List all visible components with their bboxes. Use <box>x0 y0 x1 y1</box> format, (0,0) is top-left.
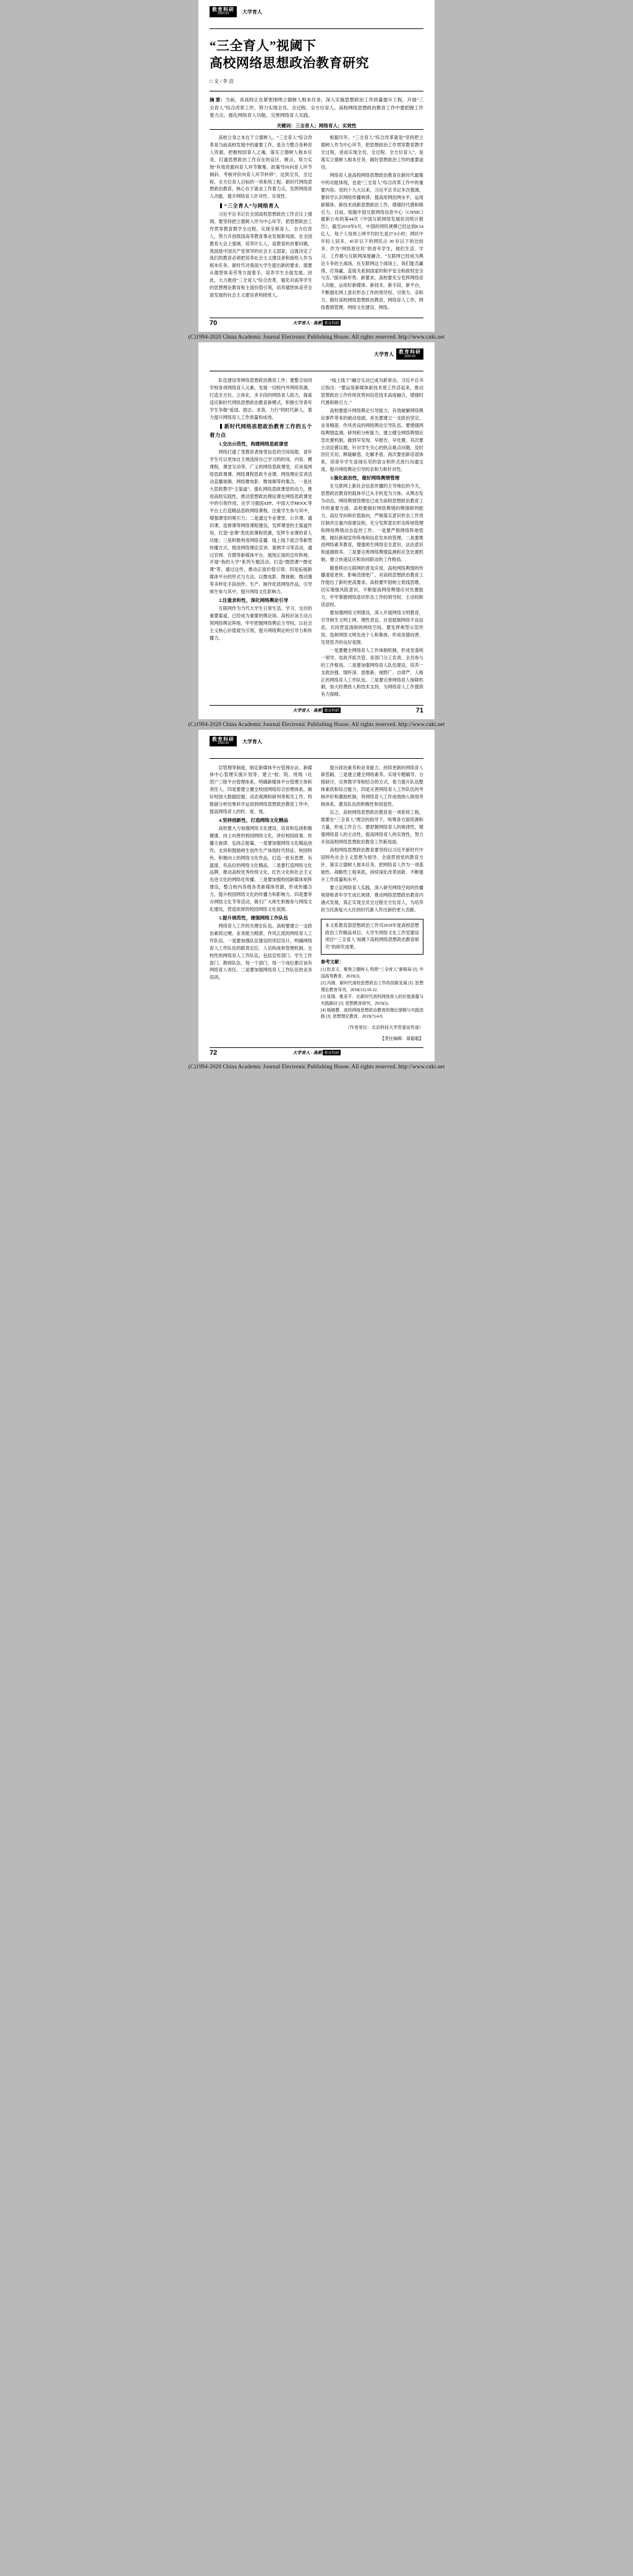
journal-page-71 <box>198 342 435 719</box>
running-head <box>210 6 423 25</box>
document-page <box>0 0 633 1072</box>
journal-logo <box>210 6 262 17</box>
paragraph: 习近平总书记在全国高校思想政治工作会议上强调，要坚持把立德树人作为中心环节，把思想政治工作贯穿教育教学全过程，实现全程育人、全方位育人，努力开创我国高等教育事业发展新局面。在全国教育大会上强调，培养什么人，是教育的首要问题。我国是中国共产党领导的社会主义国家，这就决定了我们的教育必须把培养社会主义建设者和接班人作为根本任务。新时代对我国大学生提出新的要求，需要从德智体美劳等方面着手，培养学生全面发展。因此，大力推进“三全育人”综合改革，强化对高等学生的思想理论教育和主流价值引领，培养德智体美劳全面发展的社会主义建设者和接班人。 <box>210 212 312 298</box>
page71-column-right <box>321 378 423 699</box>
page70-column-left <box>210 135 312 313</box>
journal-logo-box <box>210 6 237 17</box>
footer-journal-text: 大学育人 · 高教 <box>292 321 322 326</box>
abstract-block <box>210 96 423 119</box>
page72-column-right <box>321 765 423 1043</box>
article-title-block <box>210 38 423 85</box>
head-rule <box>210 28 423 29</box>
running-head-title: 大学育人 <box>374 352 394 358</box>
journal-logo-issue: 2020.03 <box>217 741 229 745</box>
subsection-heading: 4.坚持创新性，打造网络文化精品 <box>219 817 289 824</box>
footer-journal <box>210 320 423 326</box>
subsection-heading: 3.强化政治性，做好网络舆情管理 <box>330 475 400 481</box>
editor-note: 【责任编辑：周聪聪】 <box>380 1036 423 1041</box>
keywords-text: 三全育人；网络育人；实效性 <box>295 123 357 129</box>
subsection-heading: 5.提升规范性，建强网络工作队伍 <box>219 915 289 921</box>
running-head-title: 大学育人 <box>242 9 262 15</box>
paragraph: 层管理等制度，制定新媒体平台管理办法、新媒体中心管理实施计划等，建立“校、院、班级（社团）”三级平台管理体系，明确新媒体平台管理主体和责任人。四是要建立健全校园网络综合治理体系，做好校园大数据挖掘、动态观测和研判等相关工作。将数据分析结果科学运用到网络思想政治教育工作中，提高网络育人的时、度、效。 <box>210 765 312 814</box>
journal-page-72 <box>198 730 435 1062</box>
paragraph: 总之，高校网络思想政治教育是一项系统工程，需要在“三全育人”理念的指导下，统筹各方面资源和力量，形成工作合力。要把握网络育人的规律性，增强网络育人的主动性，提高网络育人的实效性，努力开创高校网络思想政治教育工作新局面。 <box>321 810 423 845</box>
paragraph: 网络育人是高校网络思想政治教育在新时代最集中的功能体现，也是“三全育人”综合改革工作中的重要内容。党的十九大以来，习近平总书记多次强调，要科学认识网络传播规律，提高用网治网水平，运用新媒体、新技术创新思想政治工作，增强时代感和吸引力。目前，根据中国互联网络信息中心（CNNIC）最新公布的第44次《中国互联网络发展状况统计报告》，截至2019年6月，中国的网民规模已经达到8.54亿人，每个人每周上网平均时长是27.9小时；网民中年轻人居多，45岁以下的网民占 30 岁以下的比较多。作为“网络原住民”的青年学生，他们生活、学习、工作都与互联网深度融合。“互联网已经成为舆论斗争的主战场，在互联网这个战场上，我们能否赢得，打得赢，直接关系到国家的和平安全和政权安全与否。”面对新形势、新要求，高校要充分发挥网络育人功能，运用好新媒体、新技术，新手段、新平台，不断强化网上意识形态工作的领导权、引领力、亲和力，做好高校网络思想政治教育，网络育人工作，网络教情管理、网络文化建设、网络。 <box>321 173 423 310</box>
section-heading: 新时代网络思想政治教育工作的五个着力点 <box>210 423 312 440</box>
article-title-line1: “三全育人”视阈下 <box>210 38 316 53</box>
page71-column-left <box>210 378 312 699</box>
journal-page-70 <box>198 0 435 332</box>
subsection-heading: 1.交出示范性，构建网络思政课堂 <box>219 441 289 447</box>
paragraph: 网络育人工作的关键在队伍。高校要建立一支政治素质过硬、业务能力精湛、作风正派的网络育人工作队伍。一是要加强队伍建设的顶层设计，明确网络育人工作队伍的职责定位、人员构成和管理机制。全校性的网络育人工作队伍，包括宣传部门、学生工作部门、教师队伍、每一个部门、每一个岗位都应该有网络育人责任。二是要加强网络育人工作队伍的业务培训， <box>210 924 312 981</box>
page-number: 70 <box>210 319 218 327</box>
footer-journal-text: 大学育人 · 高教 <box>292 1050 322 1056</box>
page71-columns <box>210 378 423 699</box>
paragraph: 网络打通了受教育者接受信息的空间局限，青年学生可以更加自主地选择自己学习的时间、内容、模课程，课堂互动等。广义的网络思政课堂，应该是网络思政课课、网络课程思政专业课、网络理论宣讲活动直播视频、网络微电影、微视频等的集合。一是社大思政教学“主渠道”。强化网络思政课堂的动力，推进高校实践性，推动思想政治理论课在网络思政课堂中的引领作用，在学习强国APP、中国大学MOOC等平台上打造精品思政网络课程，注重学生参与其中，增强课堂的吸引力；二是通过专业课堂、公共课、通识课、选修课等网络课程建设，发挥课堂的主渠道作用，打造“金课”类优质课程资源，发挥专业课的育人功能；三是积极利用网络直播、线上线下混合等新型传播方式，推进网络理论宣讲、案例学习等活动，通过官网、官微等新媒体平台，展现正面的宣传阵地、开展“我的大学”系列专题活动，打造“微团课”“微党课”等，通过这些，推动正面价值引领；四是拓展新媒体平台的形式与方法，以微电影、微视频、微动漫等多样化手段创作、生产、制作优质网络作品，引导师生参与其中，提升网络文化影响力。 <box>210 450 312 594</box>
reference-item: [3] 张瑞，姚亚平．论新时代高校网络育人的价值意蕴与实践路径 [J]. 思想教育研究，2019(5)． <box>321 994 423 1006</box>
abstract-rule-bottom <box>210 129 423 130</box>
page-number: 72 <box>210 1049 218 1057</box>
paragraph: 高校要大力加强网络文化建设，培育和弘扬积极健康、向上向善的校园网络文化，讲好校园故事，传播主旋律、弘扬正能量。一是要加强网络文化精品创作，支持和鼓励师生创作生产体现时代特征、校园特色、积极向上的网络文化作品，打造一批有思想、有温度、有品位的网络文化精品。二是要打造网络文化品牌，推动高校优秀传统文化、红色文化和社会主义先进文化的网络化传播。三是要加强校园新媒体矩阵建设，整合校内各级各类新媒体资源，形成传播合力，提升校园网络文化的传播力和影响力。四是要举办网络文化节等活动，吸引广大师生积极参与网络文化建设，营造浓厚的校园网络文化氛围。 <box>210 826 312 912</box>
paragraph: 高校要提升网络舆论引导能力，有效破解网络舆论事件带来的被动局面，首先要建立一支政治坚定、业务精湛、作风优良的网络舆论引导队伍。要增强网络舆情监测、研判和分析能力，建立健全网络舆情应急处置机制，做到早发现、早报告、早处置。其次要主动设置议题，针对学生关心的热点难点问题，及时回应关切，释疑解惑，化解矛盾。再次要创新话语体系，用青年学生喜闻乐见的语言和形式进行沟通交流，提升网络舆论引导的亲和力和针对性。 <box>321 408 423 473</box>
running-head-title: 大学育人 <box>242 738 262 745</box>
paragraph: “线上线下”融合互动已成为新常态。习近平总书记指出：“要运用新媒体新技术使工作活起来，推动思想政治工作传统优势同信息技术高度融合，增强时代感和吸引力。” <box>321 378 423 405</box>
page72-columns <box>210 765 423 1043</box>
page70-footer <box>210 318 423 328</box>
footer-journal <box>210 1050 423 1056</box>
journal-logo-box <box>396 348 423 360</box>
journal-logo-issue: 2020.03 <box>217 12 229 16</box>
page-number: 71 <box>415 706 423 714</box>
subsection-heading: 2.注重亲和性，深化网络舆论引导 <box>219 598 289 604</box>
article-byline: □ 文 / 李 洁 <box>210 78 234 85</box>
footer-journal-text: 大学育人 · 高教 <box>292 707 322 713</box>
footer-journal-badge: 教育科研 <box>323 1050 340 1055</box>
paragraph: 要立足网络育人实践，深入研究网络空间的传播规律和青年学生成长规律，推动网络思想政治教育内涵式发展，真正实现全员全过程全方位育人，为培养担当民族复兴大任的时代新人作出新的更大贡献。 <box>321 885 423 913</box>
running-head <box>210 736 423 754</box>
page72-column-left <box>210 765 312 1043</box>
cnki-notice: (C)1994-2020 China Academic Journal Electronic Publishing House. All rights reserved. http://www.cnki.net <box>188 720 445 727</box>
footer-journal <box>210 707 423 714</box>
journal-logo-box <box>210 736 237 747</box>
journal-logo-right <box>371 348 423 360</box>
article-title-line2: 高校网络思想政治教育研究 <box>210 55 369 70</box>
author-affiliation: （作者单位：北京科技大学党委宣传部） <box>346 1025 423 1031</box>
paragraph: 互联网作为当代大学生日常生活、学习、交往的重要渠道，已经成为重要的舆论场。高校应该主动占领网络舆论阵地，牢牢把握网络舆论主导权，以社会主义核心价值观为引领，提升网络舆论的引导力和传播力。 <box>210 606 312 641</box>
paragraph: 要加强网络文明建设，深入开展网络文明教育，引导师生文明上网、理性表达，自觉抵制网络不良信息，共同营造清朗的网络空间。要发挥典型示范作用，选树网络文明先进个人和集体，形成崇德向善、见贤思齐的良好氛围。 <box>321 610 423 645</box>
reference-item: [2] 冯刚．新时代高校思想政治工作的创新发展 [J]. 思想理论教育导刊，2018(12):10-12． <box>321 981 423 992</box>
journal-logo-text: 教育科研 <box>399 349 421 355</box>
abstract-text: 当前，各高校正在紧密围绕立德树人根本任务，深入实施思想政治工作质量提升工程，开展“三全育人”综合改革工作，努力实现全员、全过程、全方位育人。高校网络思想政治教育工作中要把握工作着力点，强化网络育人功能，完善网络育人实践。 <box>210 97 423 119</box>
keywords-block <box>210 122 423 129</box>
journal-logo-text: 教育科研 <box>212 7 234 12</box>
footer-journal-badge: 教育科研 <box>323 320 340 326</box>
paragraph: 在互联网上新社会信息传播的主导地位的今天，思想政治教育的载体早已从手机变为力体。从舆态发为动态，网络舆情管理也已成为高校思想政治教育工作的重要方面。高校要做好网络舆情的舆情研判能力，高位导向和价值取向，严格落实意识形态工作责任制并注重内容建设和，充分发挥意识形态阵地管理和网络舆情动态监控工作。一是要严格网络阵地管理，做好新闻宣传阵地和信息发布的管理。二是要推进网络素养教育，增强师生网络安全意识、法治意识和道德修养。三是要完善网络舆情监测和应急处置机制，建立快速反应和协同联动的工作格局。 <box>321 484 423 563</box>
page70-column-right <box>321 135 423 313</box>
page71-footer <box>210 705 423 716</box>
keywords-label: 关键词： <box>276 123 295 129</box>
paragraph: 随着移动互联网的普及应用，高校网络舆情的传播速度更快、影响范围更广，对高校思想政治教育工作提出了新的更高要求。高校要牢固树立底线思维，切实增强风险意识，不断提高网络舆情应对处置能力，牢牢掌握网络意识形态工作的领导权、主动权和话语权。 <box>321 565 423 607</box>
journal-logo-issue: 2020.03 <box>404 354 416 358</box>
cnki-notice: (C)1994-2020 China Academic Journal Electronic Publishing House. All rights reserved. http://www.cnki.net <box>188 1063 445 1070</box>
paragraph: 提升政治素养和业务能力，持续更新的网络育人新思路，三是建立健全网络素养，实现专题辅导、分级研讨，完善教学等相结合的方式，着力提升队伍整体素质和综合能力。四是完善网络育人工作队伍的考核评价和激励机制，将网络育人工作成效纳入绩效考核体系，激发队伍的积极性和创造性。 <box>321 765 423 807</box>
footer-journal-badge: 教育科研 <box>323 707 340 713</box>
head-rule <box>210 758 423 759</box>
page70-columns <box>210 135 423 313</box>
reference-item: [1] 赵京文．聚焦立德树人 构筑“三全育人”新格局 [J]. 中国高等教育，2019(3)． <box>321 968 423 979</box>
page72-footer <box>210 1047 423 1058</box>
paragraph: 队伍建设等网络思想政治教育工作；要整合协同学校各项网络育人元素，发展一切校内外网络资源，打造全方位、立体化、多手段的网络育人助力，探索适应新时代网络思想政治教育新模式，积极引导青年学生争做“爱国、励志、求真、力行”的时代新人，着力提升网络育人工作质量和成效。 <box>210 378 312 420</box>
paragraph: 根据历年，“三全育人”综合改革就是“坚持把立德树人作为中心环节，把思想政治工作贯穿教育教学全过程，进而实现全员、全过程、全方位育人”，是落实立德树人根本任务，做好思想政治工作的重要途径。 <box>321 135 423 170</box>
references-block <box>321 958 423 1021</box>
reference-item: [4] 杨晓慧．高校网络思想政治教育的理论逻辑与实践进路 [J]. 思想理论教育，2019(7):4-9． <box>321 1008 423 1020</box>
running-head <box>210 348 423 367</box>
paragraph: 高校立身之本在于立德树人。“三全育人”综合改革是当前高校发展中的重要工作，是全力整合各种育人资源，把握校园育人之魂，落实立德树人根本任务，打通思想政治工作存在的盲区、断点，努力实现“有效资源向育人环节聚集、政策导向向育人环节倾斜、考核评价向育人环节转移”，达到全员、全过程、全方位育人目标的一项系统工程。新时代网络思想政治教育，核心在于就业工作着力点，发挥网络育人功能，提升网络育人针对性、实效性。 <box>210 135 312 200</box>
section-heading: “三全育人”与网络育人 <box>210 202 312 211</box>
journal-logo-text: 教育科研 <box>212 736 234 742</box>
abstract-label: 摘 要： <box>210 97 226 103</box>
funding-note-box: 本文系教育部思想政治工作司2019年度高校思想政治工作精品项目、大学生网络文化工作室建设项目“‘三全育人’视阈下高校网络思想政治教育研究”的研究成果。 <box>321 919 423 955</box>
paragraph: 高校网络思想政治教育要坚持以习近平新时代中国特色社会主义思想为指导，全面贯彻党的教育方针，落实立德树人根本任务，把网络育人作为一项基础性、战略性工程来抓，持续深化改革创新，不断提升工作质量和水平。 <box>321 848 423 882</box>
cnki-notice: (C)1994-2020 China Academic Journal Electronic Publishing House. All rights reserved. http://www.cnki.net <box>188 334 445 340</box>
paragraph: 一是要健全网络育人工作体制机制，形成党委统一领导、党政齐抓共管、各部门分工负责、全员参与的工作格局。二是要加强网络育人队伍建设，培养一支政治强、情怀深、思维新、视野广、自律严、人格正的网络育人工作队伍。三是要完善网络育人保障机制，加大经费投入和技术支持，为网络育人工作提供有力保障。 <box>321 648 423 698</box>
journal-logo <box>210 736 262 747</box>
references-heading: 参考文献： <box>321 959 344 965</box>
